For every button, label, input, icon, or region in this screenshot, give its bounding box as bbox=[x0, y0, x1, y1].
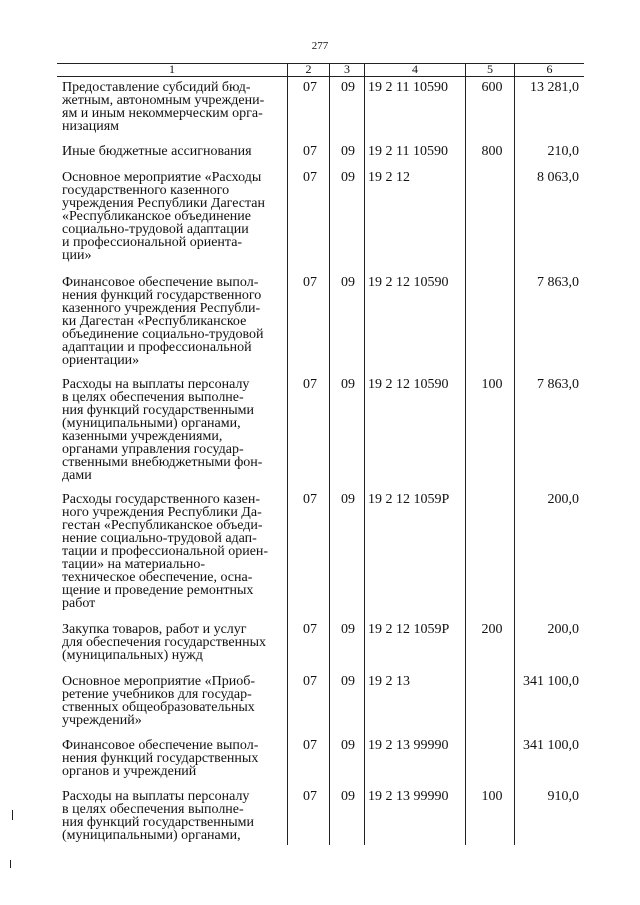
table-row-section: 07 bbox=[303, 738, 317, 753]
table-row-expense-type: 100 bbox=[481, 377, 503, 392]
header-bottom-rule bbox=[57, 76, 584, 77]
table-row-amount: 7 863,0 bbox=[537, 275, 579, 290]
table-row-name: Расходы государственного казен- ного учреждения Республики Да- гестан «Республиканское объеди- нение социально-трудовой адап- тации и профессиональной ориен- тации» на материально- техническое обеспечение, осна- щение и проведение ремонтных работ bbox=[62, 492, 269, 611]
table-row-amount: 200,0 bbox=[547, 492, 579, 507]
table-row-target-code: 19 2 13 99990 bbox=[368, 738, 449, 753]
col-divider-5 bbox=[514, 63, 515, 845]
budget-table bbox=[57, 63, 584, 845]
table-row-subsection: 09 bbox=[341, 674, 355, 689]
table-row-expense-type: 200 bbox=[481, 622, 503, 637]
table-row-amount: 200,0 bbox=[547, 622, 579, 637]
header-col-3: 3 bbox=[344, 62, 350, 76]
col-divider-1 bbox=[287, 63, 288, 845]
scan-mark bbox=[10, 860, 11, 868]
table-row-target-code: 19 2 11 10590 bbox=[368, 144, 448, 159]
table-row-subsection: 09 bbox=[341, 377, 355, 392]
table-row-name: Финансовое обеспечение выпол- нения функций государственного казенного учреждения Республи- ки Дагестан «Республиканское объединение социально-трудовой адаптации и профессиональной ориентации» bbox=[62, 275, 264, 368]
table-row-amount: 910,0 bbox=[547, 789, 579, 804]
table-row-target-code: 19 2 12 1059Р bbox=[368, 622, 450, 637]
header-col-5: 5 bbox=[487, 62, 493, 76]
page-number: 277 bbox=[311, 40, 329, 52]
table-row-amount: 7 863,0 bbox=[537, 377, 579, 392]
table-row-expense-type: 100 bbox=[481, 789, 503, 804]
table-row-subsection: 09 bbox=[341, 738, 355, 753]
table-row-subsection: 09 bbox=[341, 622, 355, 637]
table-row-amount: 8 063,0 bbox=[537, 170, 579, 185]
table-row-name: Расходы на выплаты персоналу в целях обеспечения выполне- ния функций государственными (муниципальными) органами, bbox=[62, 789, 254, 843]
table-row-name: Финансовое обеспечение выпол- нения функций государственных органов и учреждений bbox=[62, 738, 259, 779]
table-row-name: Основное мероприятие «Приоб- ретение учебников для государ- ственных общеобразовательных учреждений» bbox=[62, 674, 256, 728]
header-col-1: 1 bbox=[169, 62, 175, 76]
table-row-subsection: 09 bbox=[341, 789, 355, 804]
table-row-section: 07 bbox=[303, 789, 317, 804]
table-row-target-code: 19 2 11 10590 bbox=[368, 80, 448, 95]
table-row-amount: 13 281,0 bbox=[530, 80, 579, 95]
table-row-section: 07 bbox=[303, 80, 317, 95]
table-row-subsection: 09 bbox=[341, 170, 355, 185]
table-row-subsection: 09 bbox=[341, 144, 355, 159]
table-row-subsection: 09 bbox=[341, 275, 355, 290]
table-row-name: Предоставление субсидий бюд- жетным, автономным учреждени- ям и иным некоммерческим орга- низациям bbox=[62, 80, 265, 134]
table-row-subsection: 09 bbox=[341, 492, 355, 507]
table-row-target-code: 19 2 12 1059Р bbox=[368, 492, 450, 507]
table-row-target-code: 19 2 12 10590 bbox=[368, 377, 449, 392]
header-col-4: 4 bbox=[412, 62, 418, 76]
table-row-target-code: 19 2 12 10590 bbox=[368, 275, 449, 290]
table-row-amount: 341 100,0 bbox=[523, 674, 579, 689]
table-row-subsection: 09 bbox=[341, 80, 355, 95]
table-row-expense-type: 600 bbox=[481, 80, 503, 95]
table-row-section: 07 bbox=[303, 492, 317, 507]
header-col-2: 2 bbox=[305, 62, 312, 76]
table-row-section: 07 bbox=[303, 275, 317, 290]
table-row-section: 07 bbox=[303, 377, 317, 392]
table-row-name: Иные бюджетные ассигнования bbox=[62, 144, 252, 159]
table-row-section: 07 bbox=[303, 622, 317, 637]
table-row-expense-type: 800 bbox=[481, 144, 503, 159]
table-row-name: Закупка товаров, работ и услуг для обеспечения государственных (муниципальных) нужд bbox=[62, 622, 266, 663]
table-row-target-code: 19 2 13 99990 bbox=[368, 789, 449, 804]
table-row-section: 07 bbox=[303, 170, 317, 185]
table-row-section: 07 bbox=[303, 144, 317, 159]
table-row-target-code: 19 2 12 bbox=[368, 170, 410, 185]
scan-mark bbox=[12, 810, 13, 820]
table-row-amount: 210,0 bbox=[547, 144, 579, 159]
table-row-section: 07 bbox=[303, 674, 317, 689]
header-col-6: 6 bbox=[546, 62, 553, 76]
table-row-target-code: 19 2 13 bbox=[368, 674, 410, 689]
table-row-name: Основное мероприятие «Расходы государственного казенного учреждения Республики Дагестан «Республиканское объединение социально-трудовой адаптации и профессиональной ориента- ции» bbox=[62, 170, 266, 263]
table-row-name: Расходы на выплаты персоналу в целях обеспечения выполне- ния функций государственными (муниципальными) органами, казенными учреждениями, органами управления государ- ственными внебюджетными фон- дами bbox=[62, 377, 263, 483]
table-row-amount: 341 100,0 bbox=[523, 738, 579, 753]
